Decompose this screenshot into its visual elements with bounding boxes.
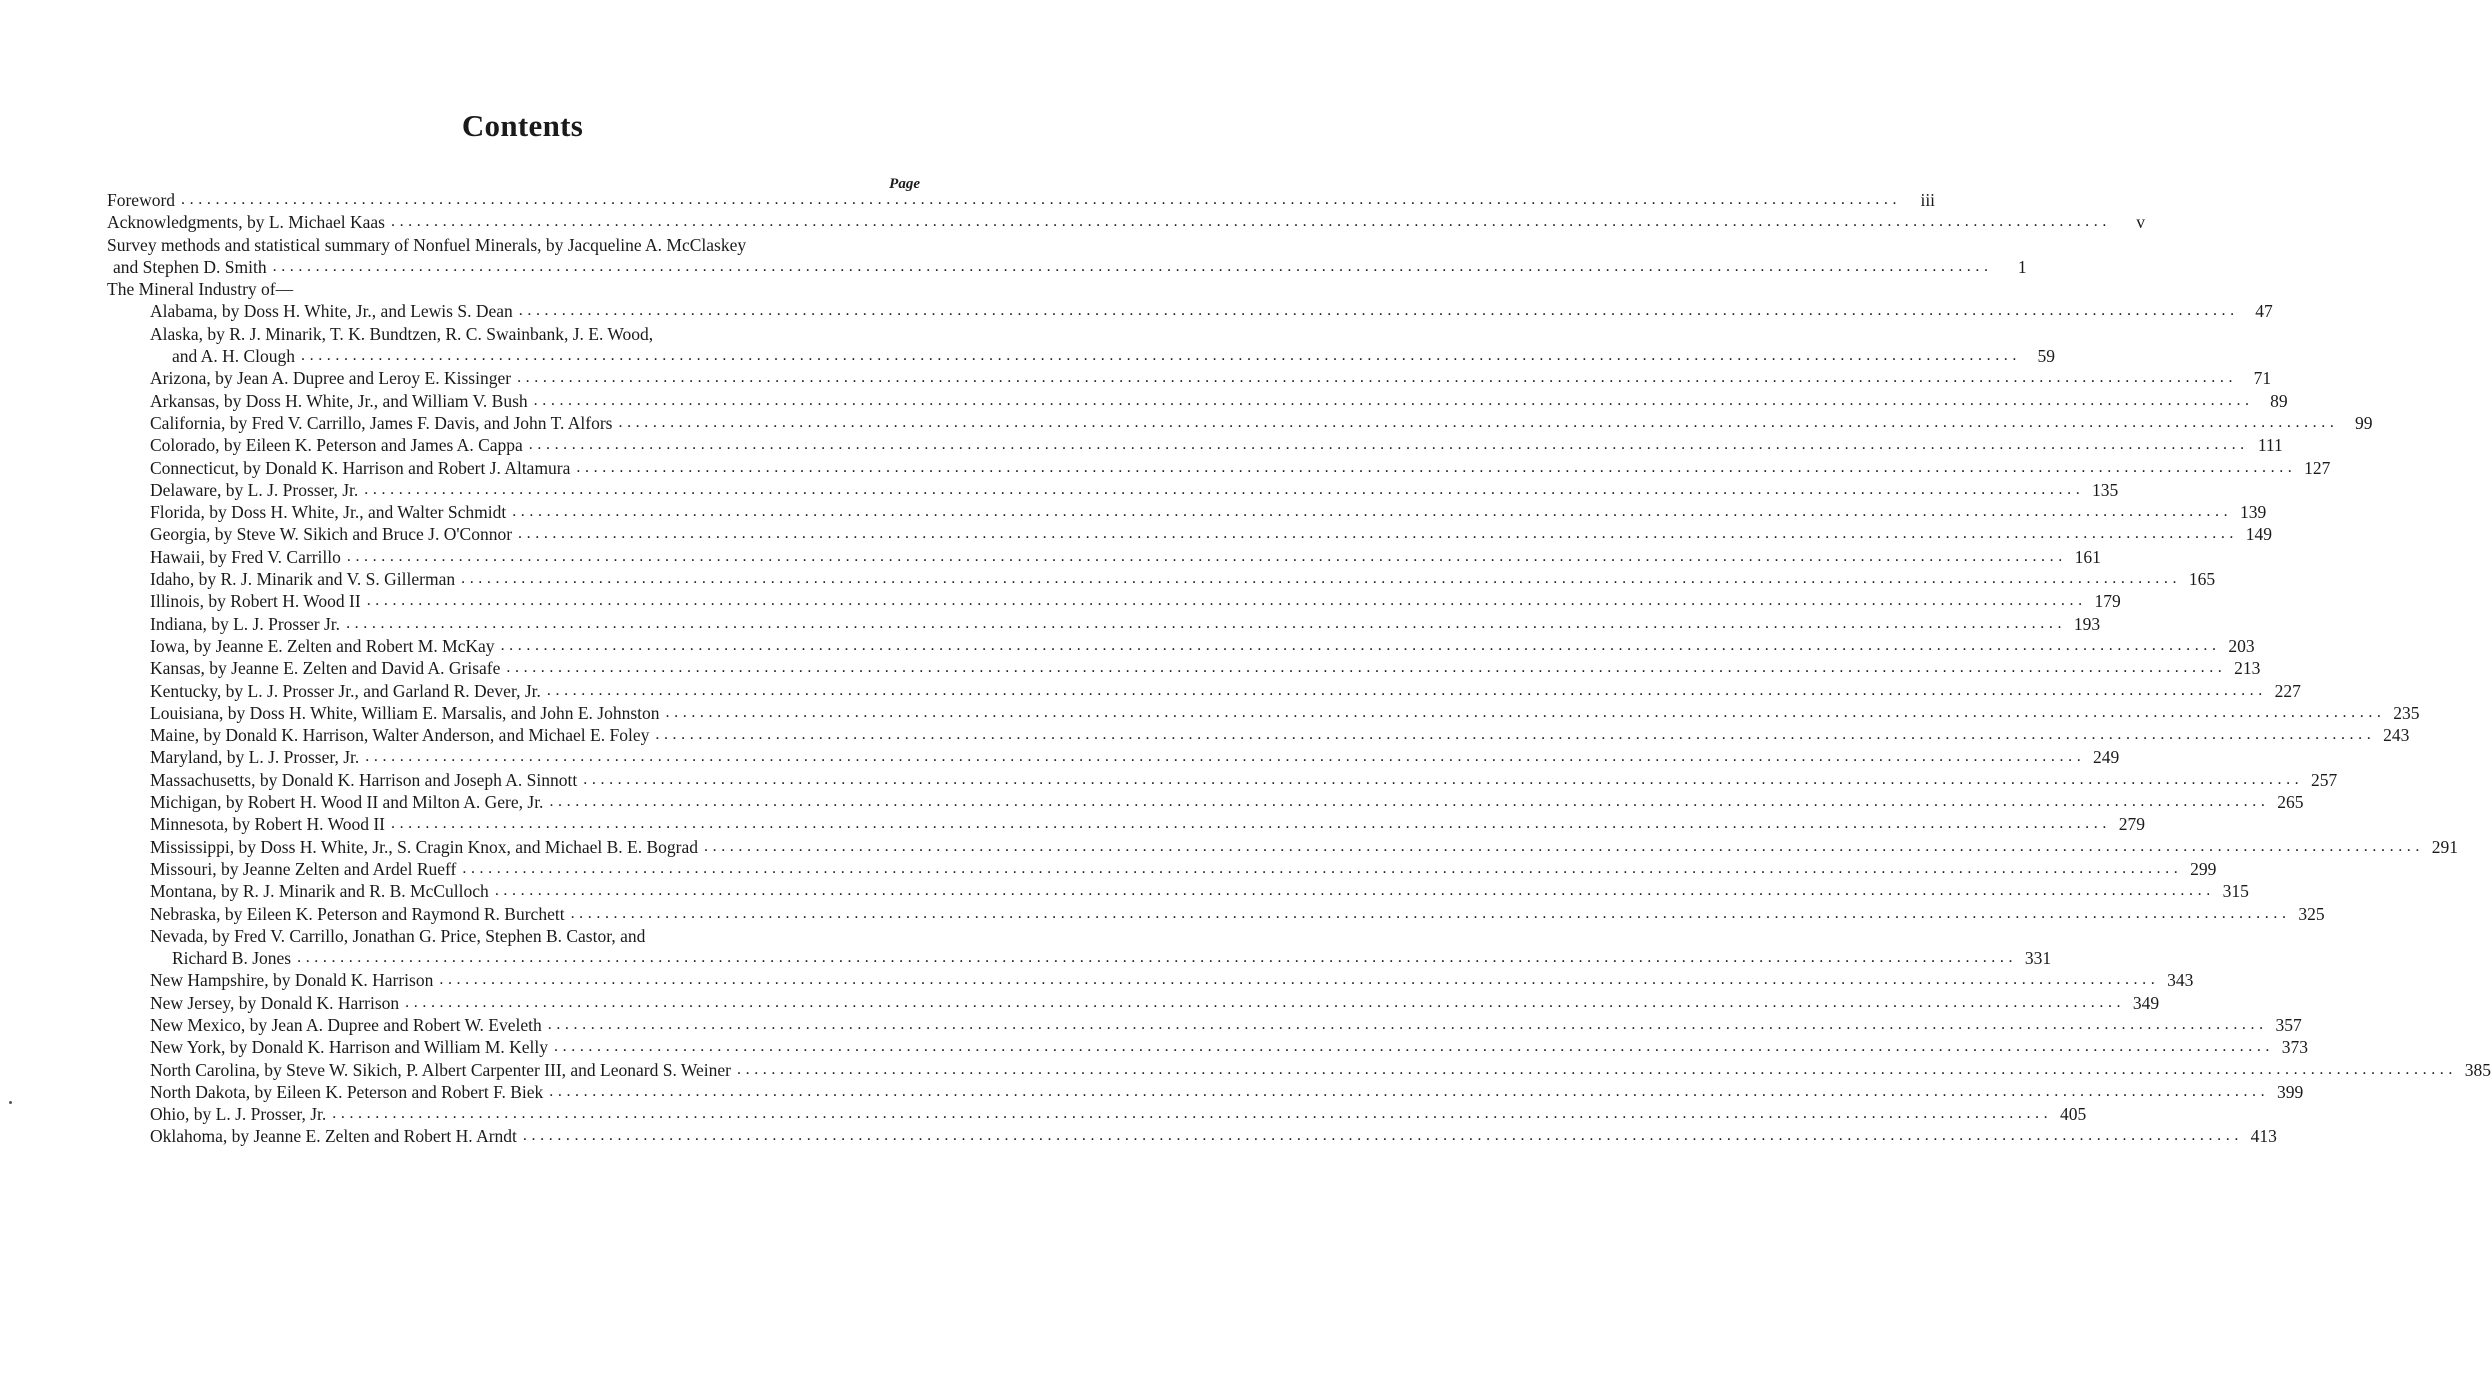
- toc-entry-page-number: 315: [2222, 881, 2249, 902]
- dot-leader: ........................................................................................................................................................................................................: [583, 770, 2304, 788]
- toc-entry-title: and Stephen D. Smith: [113, 256, 267, 277]
- toc-entry-page-number: 89: [2270, 390, 2288, 411]
- table-of-contents: [0, 189, 2491, 1148]
- toc-entry[interactable]: [0, 367, 2272, 389]
- toc-entry-title: Louisiana, by Doss H. White, William E. Marsalis, and John E. Johnston: [150, 702, 660, 723]
- toc-entry[interactable]: [0, 903, 2325, 925]
- dot-leader: ........................................................................................................................................................................................................: [346, 547, 2067, 565]
- dot-leader: ........................................................................................................................................................................................................: [554, 1038, 2275, 1056]
- toc-entry-page-number: 1: [2017, 256, 2027, 277]
- dot-leader: ........................................................................................................................................................................................................: [439, 971, 2160, 989]
- toc-entry[interactable]: [0, 546, 2101, 568]
- toc-entry-title: Alaska, by R. J. Minarik, T. K. Bundtzen, R. C. Swainbank, J. E. Wood,: [150, 323, 654, 344]
- toc-entry[interactable]: [0, 969, 2194, 991]
- toc-entry-page-number: 405: [2060, 1104, 2087, 1125]
- toc-entry[interactable]: [0, 189, 1936, 211]
- toc-entry-title: Survey methods and statistical summary of Nonfuel Minerals, by Jacqueline A. McClaskey: [107, 234, 747, 255]
- toc-entry[interactable]: [0, 300, 2273, 322]
- toc-entry[interactable]: [0, 1036, 2309, 1058]
- toc-entry-page-number: 291: [2431, 836, 2458, 857]
- dot-leader: ........................................................................................................................................................................................................: [500, 636, 2221, 654]
- toc-entry[interactable]: [0, 858, 2217, 880]
- toc-entry-title: Alabama, by Doss H. White, Jr., and Lewis S. Dean: [150, 301, 513, 322]
- dot-leader: ........................................................................................................................................................................................................: [346, 614, 2067, 632]
- toc-entry[interactable]: [0, 702, 2420, 724]
- toc-entry-page-number: 213: [2234, 658, 2261, 679]
- toc-entry[interactable]: [0, 769, 2338, 791]
- toc-entry-title: Arizona, by Jean A. Dupree and Leroy E. Kissinger: [150, 368, 512, 389]
- toc-entry-page-number: 279: [2118, 814, 2145, 835]
- dot-leader: ........................................................................................................................................................................................................: [737, 1060, 2457, 1078]
- toc-entry-page-number: 111: [2257, 435, 2283, 456]
- dot-leader: ........................................................................................................................................................................................................: [390, 213, 2111, 231]
- dot-leader: ........................................................................................................................................................................................................: [704, 837, 2424, 855]
- toc-entry-page-number: v: [2136, 212, 2145, 233]
- dot-leader: ........................................................................................................................................................................................................: [533, 391, 2254, 409]
- page-column-header: Page: [889, 176, 920, 192]
- toc-entry-title: Richard B. Jones: [172, 948, 292, 969]
- toc-entry-title: Georgia, by Steve W. Sikich and Bruce J. O'Connor: [150, 524, 513, 545]
- toc-entry-title: Maine, by Donald K. Harrison, Walter Anderson, and Michael E. Foley: [150, 725, 650, 746]
- toc-entry-title: The Mineral Industry of—: [107, 279, 294, 300]
- toc-entry-page-number: 165: [2188, 569, 2216, 590]
- toc-entry-title: Montana, by R. J. Minarik and R. B. McCulloch: [150, 881, 489, 902]
- toc-entry-page-number: 249: [2093, 747, 2120, 768]
- toc-entry-page-number: 325: [2298, 903, 2325, 924]
- dot-leader: ........................................................................................................................................................................................................: [462, 859, 2183, 877]
- toc-entry-page-number: 385: [2464, 1059, 2491, 1080]
- toc-entry[interactable]: [0, 791, 2304, 813]
- dot-leader: ........................................................................................................................................................................................................: [181, 191, 1902, 208]
- dot-leader: ........................................................................................................................................................................................................: [506, 659, 2227, 677]
- dot-leader: ........................................................................................................................................................................................................: [655, 726, 2376, 744]
- toc-entry[interactable]: [0, 501, 2267, 523]
- dot-leader: ........................................................................................................................................................................................................: [518, 302, 2239, 320]
- toc-entry-title: Foreword: [107, 190, 176, 210]
- dot-leader: ........................................................................................................................................................................................................: [512, 503, 2233, 521]
- toc-entry-page-number: 331: [2024, 948, 2052, 969]
- toc-entry[interactable]: [0, 323, 1045, 345]
- dot-leader: ........................................................................................................................................................................................................: [366, 592, 2087, 610]
- toc-entry-page-number: 227: [2274, 680, 2301, 701]
- toc-entry-page-number: 265: [2277, 792, 2304, 813]
- toc-entry[interactable]: [0, 1014, 2302, 1036]
- toc-entry-page-number: 203: [2228, 635, 2255, 656]
- dot-leader: ........................................................................................................................................................................................................: [518, 525, 2239, 543]
- dot-leader: ........................................................................................................................................................................................................: [405, 993, 2126, 1011]
- toc-entry[interactable]: [0, 813, 2145, 835]
- toc-entry-page-number: 139: [2239, 502, 2267, 523]
- toc-entry-page-number: 299: [2190, 858, 2217, 879]
- toc-entry-page-number: 349: [2132, 992, 2160, 1013]
- toc-entry[interactable]: [0, 457, 2331, 479]
- toc-entry[interactable]: [0, 234, 1045, 256]
- toc-entry[interactable]: [0, 1059, 2491, 1081]
- toc-entry[interactable]: [0, 434, 2283, 456]
- dot-leader: ........................................................................................................................................................................................................: [665, 703, 2386, 721]
- dot-leader: ........................................................................................................................................................................................................: [332, 1105, 2053, 1123]
- toc-entry-title: North Carolina, by Steve W. Sikich, P. Albert Carpenter III, and Leonard S. Weiner: [150, 1059, 731, 1080]
- toc-entry-title: and A. H. Clough: [172, 346, 295, 367]
- dot-leader: ........................................................................................................................................................................................................: [549, 1082, 2270, 1100]
- toc-entry-title: Ohio, by L. J. Prosser, Jr.: [150, 1104, 327, 1125]
- toc-entry-title: Massachusetts, by Donald K. Harrison and Joseph A. Sinnott: [150, 769, 578, 790]
- scan-speck: [9, 1101, 12, 1104]
- toc-entry[interactable]: [0, 590, 2121, 612]
- toc-entry[interactable]: [0, 836, 2458, 858]
- toc-entry-title: Mississippi, by Doss H. White, Jr., S. Cragin Knox, and Michael B. E. Bograd: [150, 836, 698, 857]
- toc-entry-title: Delaware, by L. J. Prosser, Jr.: [150, 479, 359, 500]
- toc-entry-title: Nevada, by Fred V. Carrillo, Jonathan G. Price, Stephen B. Castor, and: [150, 925, 646, 946]
- toc-entry-title: North Dakota, by Eileen K. Peterson and Robert F. Biek: [150, 1081, 544, 1102]
- toc-entry[interactable]: [0, 680, 2301, 702]
- dot-leader: ........................................................................................................................................................................................................: [364, 480, 2085, 498]
- toc-entry-title: Michigan, by Robert H. Wood II and Milton A. Gere, Jr.: [150, 792, 544, 813]
- toc-entry-title: Maryland, by L. J. Prosser, Jr.: [150, 747, 360, 768]
- toc-entry-title: Arkansas, by Doss H. White, Jr., and William V. Bush: [150, 390, 528, 411]
- toc-entry-page-number: 71: [2253, 368, 2272, 389]
- toc-entry-page-number: 413: [2250, 1126, 2277, 1147]
- dot-leader: ........................................................................................................................................................................................................: [517, 369, 2238, 387]
- toc-entry[interactable]: [0, 211, 2145, 233]
- toc-entry[interactable]: [0, 880, 2249, 902]
- toc-entry[interactable]: [0, 256, 2027, 278]
- dot-leader: ........................................................................................................................................................................................................: [297, 949, 2018, 967]
- toc-entry-page-number: 343: [2167, 970, 2194, 991]
- toc-entry-page-number: 161: [2074, 546, 2101, 567]
- dot-leader: ........................................................................................................................................................................................................: [546, 681, 2267, 699]
- toc-entry-title: Kansas, by Jeanne E. Zelten and David A. Grisafe: [150, 658, 501, 679]
- toc-entry-page-number: 399: [2277, 1081, 2304, 1102]
- toc-entry[interactable]: [0, 1081, 2304, 1103]
- toc-entry-page-number: 127: [2304, 457, 2331, 478]
- toc-entry-page-number: 235: [2393, 702, 2420, 723]
- toc-entry-title: Iowa, by Jeanne E. Zelten and Robert M. McKay: [150, 635, 495, 656]
- toc-entry-title: Florida, by Doss H. White, Jr., and Walter Schmidt: [150, 502, 507, 523]
- toc-entry-page-number: 243: [2383, 725, 2410, 746]
- toc-entry-page-number: 59: [2037, 346, 2055, 367]
- toc-entry-title: Colorado, by Eileen K. Peterson and James A. Cappa: [150, 435, 523, 456]
- dot-leader: ........................................................................................................................................................................................................: [301, 347, 2021, 365]
- toc-entry[interactable]: [0, 1125, 2277, 1147]
- toc-entry-title: New Jersey, by Donald K. Harrison: [150, 992, 400, 1013]
- toc-entry[interactable]: [0, 657, 2261, 679]
- toc-entry-page-number: 47: [2255, 301, 2273, 322]
- toc-entry-page-number: 257: [2311, 769, 2338, 790]
- toc-entry[interactable]: [0, 613, 2101, 635]
- toc-entry-page-number: 179: [2094, 591, 2121, 612]
- dot-leader: ........................................................................................................................................................................................................: [272, 257, 1993, 275]
- toc-entry[interactable]: [0, 925, 1045, 947]
- toc-entry-page-number: iii: [1920, 190, 1936, 210]
- toc-entry[interactable]: [0, 568, 2216, 590]
- toc-entry[interactable]: [0, 724, 2410, 746]
- toc-entry-title: California, by Fred V. Carrillo, James F. Davis, and John T. Alfors: [150, 412, 613, 433]
- toc-entry-title: New Hampshire, by Donald K. Harrison: [150, 970, 434, 991]
- toc-entry-page-number: 135: [2092, 479, 2119, 500]
- dot-leader: ........................................................................................................................................................................................................: [461, 570, 2182, 588]
- dot-leader: ........................................................................................................................................................................................................: [522, 1127, 2243, 1145]
- toc-entry[interactable]: [0, 345, 2055, 367]
- toc-entry-page-number: 357: [2275, 1014, 2302, 1035]
- toc-entry-title: New York, by Donald K. Harrison and William M. Kelly: [150, 1037, 549, 1058]
- dot-leader: ........................................................................................................................................................................................................: [528, 436, 2249, 454]
- toc-entry-title: Connecticut, by Donald K. Harrison and Robert J. Altamura: [150, 457, 571, 478]
- dot-leader: ........................................................................................................................................................................................................: [365, 748, 2086, 766]
- page-title: Contents: [461, 108, 584, 143]
- toc-entry-title: Missouri, by Jeanne Zelten and Ardel Rueff: [150, 858, 457, 879]
- toc-entry-title: Illinois, by Robert H. Wood II: [150, 591, 361, 612]
- toc-entry[interactable]: [0, 390, 2288, 412]
- toc-entry[interactable]: [0, 947, 2052, 969]
- toc-entry[interactable]: [0, 992, 2160, 1014]
- toc-entry-title: Idaho, by R. J. Minarik and V. S. Gillerman: [150, 569, 456, 590]
- toc-entry[interactable]: [0, 479, 2119, 501]
- toc-entry-title: New Mexico, by Jean A. Dupree and Robert W. Eveleth: [150, 1014, 542, 1035]
- toc-entry-title: Kentucky, by L. J. Prosser Jr., and Garland R. Dever, Jr.: [150, 680, 541, 701]
- toc-entry-page-number: 193: [2073, 613, 2101, 634]
- dot-leader: ........................................................................................................................................................................................................: [547, 1015, 2268, 1033]
- toc-entry[interactable]: [0, 746, 2120, 768]
- dot-leader: ........................................................................................................................................................................................................: [576, 458, 2297, 476]
- toc-entry-title: Indiana, by L. J. Prosser Jr.: [150, 613, 341, 634]
- toc-entry[interactable]: [0, 412, 2373, 434]
- toc-entry-title: Hawaii, by Fred V. Carrillo: [150, 546, 341, 567]
- dot-leader: ........................................................................................................................................................................................................: [390, 815, 2111, 833]
- toc-entry[interactable]: [0, 635, 2255, 657]
- toc-entry-title: Oklahoma, by Jeanne E. Zelten and Robert H. Arndt: [150, 1126, 517, 1147]
- dot-leader: ........................................................................................................................................................................................................: [618, 413, 2339, 431]
- dot-leader: ........................................................................................................................................................................................................: [494, 882, 2215, 900]
- toc-entry-page-number: 149: [2245, 524, 2273, 545]
- toc-entry-page-number: 99: [2354, 412, 2373, 433]
- toc-entry-title: Minnesota, by Robert H. Wood II: [150, 814, 385, 835]
- dot-leader: ........................................................................................................................................................................................................: [549, 793, 2270, 811]
- toc-entry-title: Acknowledgments, by L. Michael Kaas: [107, 212, 385, 233]
- toc-entry[interactable]: [0, 278, 1045, 300]
- toc-entry[interactable]: [0, 523, 2273, 545]
- dot-leader: ........................................................................................................................................................................................................: [570, 904, 2291, 922]
- toc-entry[interactable]: [0, 1103, 2087, 1125]
- toc-entry-title: Nebraska, by Eileen K. Peterson and Raymond R. Burchett: [150, 903, 565, 924]
- toc-entry-page-number: 373: [2281, 1037, 2309, 1058]
